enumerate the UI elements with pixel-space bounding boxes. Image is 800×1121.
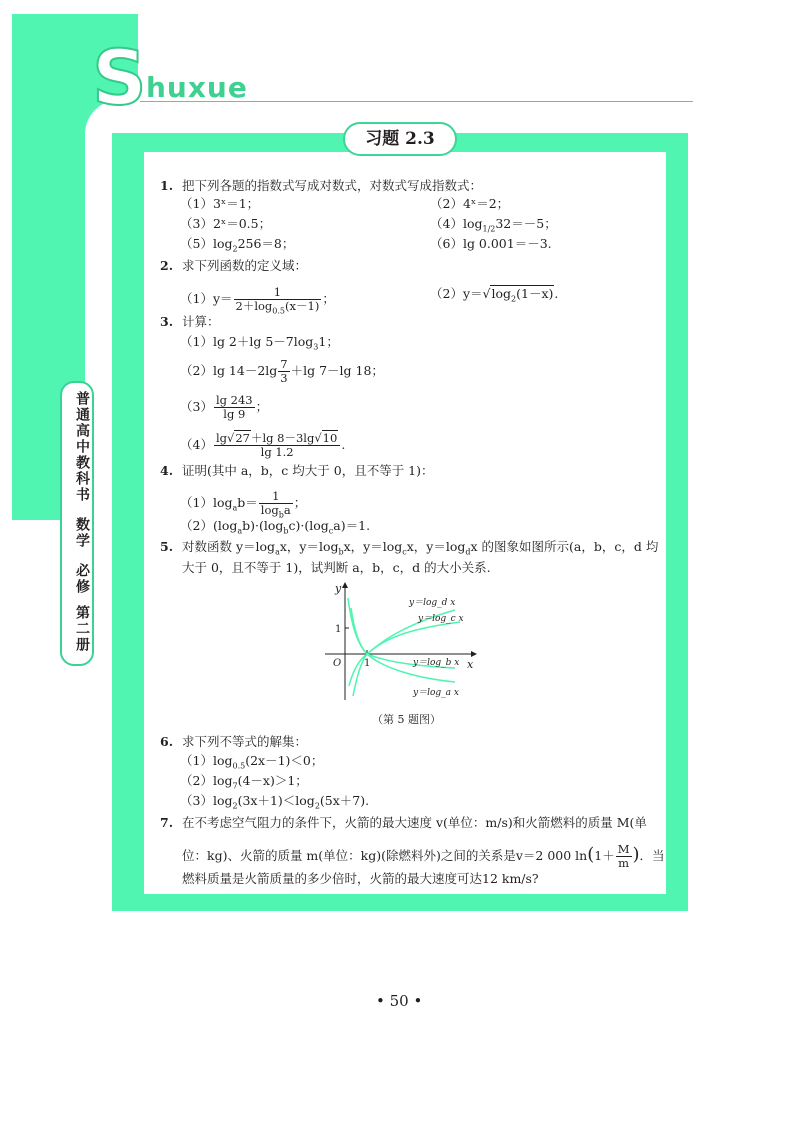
logo-letter-s: S [92,33,145,122]
problem-3-item-3: （3） $\frac{\lg 243}{\lg 9}$ ； [180,393,269,421]
y-axis-arrow [342,582,348,588]
problem-1-item-5: $(5)\log_2256=8$； [180,236,295,254]
problem-7-number: 7. [160,815,174,830]
problem-3-item-2: （2）lg 14－2lg $\frac{7}{3}$ ＋lg 7－lg 18； [180,357,384,385]
y-axis-label: y [335,582,342,595]
label-log-b: y＝log_b x [413,658,460,668]
exercise-title: 习题 2.3 [343,122,457,156]
x-axis-label: x [467,658,474,671]
origin-label: O [333,658,342,669]
log-graph-figure [315,578,480,708]
problem-2-item-1: （1）y＝ $\frac{1}{2+\log_{0.5}(x-1)}$ ； [180,285,335,316]
problem-3-text: 计算： [182,314,220,329]
problem-3-item-1: （1）lg 2＋lg $5-7\log_31$； [180,334,339,352]
problem-6-item-2: $(2)\log_7(4-x)>1$； [180,773,308,791]
problem-7-line-1: 在不考虑空气阻力的条件下，火箭的最大速度 v(单位：m/s)和火箭燃料的质量 M(单 [182,815,647,830]
problem-2-number: 2. [160,258,174,273]
problem-1-item-3: （3）2ˣ＝0.5； [180,216,272,231]
problem-5-number: 5. [160,539,174,554]
problem-3-number: 3. [160,314,174,329]
tick-y-1-label: 1 [335,624,342,635]
side-subject: 数学 [74,517,90,549]
problem-7-line-2: 位：kg)、火箭的质量 m(单位：kg)(除燃料外)之间的关系是v＝2 000 ln(1＋ $\frac{M}{m}$ )．当 [182,842,665,870]
side-series: 普通高中教科书 [74,391,90,503]
problem-4-number: 4. [160,463,174,478]
side-volume: 第二册 [74,605,90,653]
problem-1-item-2: （2）4ˣ＝2； [430,196,510,211]
problem-6-number: 6. [160,734,174,749]
problem-1-number: 1. [160,178,174,193]
label-log-c: y＝log_c x [418,614,464,624]
problem-2-text: 求下列函数的定义域： [182,258,308,273]
problem-7-line-3: 燃料质量是火箭质量的多少倍时，火箭的最大速度可达12 km/s? [182,871,539,886]
x-axis-arrow [471,651,477,657]
page-number: • 50 • [376,992,423,1010]
problem-6-text: 求下列不等式的解集： [182,734,308,749]
problem-6-item-3: $(3)\log_2(3x+1)<\log_2(5x+7)$. [180,793,370,811]
problem-2-item-2: $(2)y=√\log_2(1-x)$. [430,286,559,304]
problem-6-item-1: $(1)\log_{0.5}(2x-1)<0$； [180,753,324,771]
problem-1-text: 把下列各题的指数式写成对数式，对数式写成指数式： [182,178,483,193]
problem-4-text: 证明(其中 a，b，c 均大于 0，且不等于 1)： [182,463,434,478]
label-log-d: y＝log_d x [409,598,456,608]
label-log-a: y＝log_a x [413,688,459,698]
problem-5-line-1: 对数函数 $y=\log_ax$，$y=\log_bx$，$y=\log_cx$，$y=\log_dx$ 的图象如图所示(a，b，c，d 均 [182,539,659,557]
curve-log-a [348,598,455,682]
side-tab [60,381,94,666]
problem-1-item-4: $(4)\log_{1/2}32=-5$； [430,216,557,234]
problem-3-item-4: （4） $\frac{\lg√27+\lg 8-3\lg√10}{\lg 1.2}$ . [180,431,346,459]
problem-1-item-1: （1）3ˣ＝1； [180,196,260,211]
problem-1-item-6: （6）lg 0.001＝－3. [430,236,552,251]
problem-4-item-1: $(1)\log_ab=$ $\frac{1}{\log_ba}$ ； [180,489,307,520]
logo-text: huxue [146,71,248,104]
figure-caption: （第 5 题图） [372,713,441,726]
side-type: 必修 [74,563,90,595]
problem-4-item-2: $(2)(\log_ab)\cdot(\log_bc)\cdot(\log_ca)=1$. [180,518,371,536]
problem-5-line-2: 大于 0，且不等于 1)，试判断 a，b，c，d 的大小关系. [182,560,491,575]
tick-x-1-label: 1 [364,658,371,669]
